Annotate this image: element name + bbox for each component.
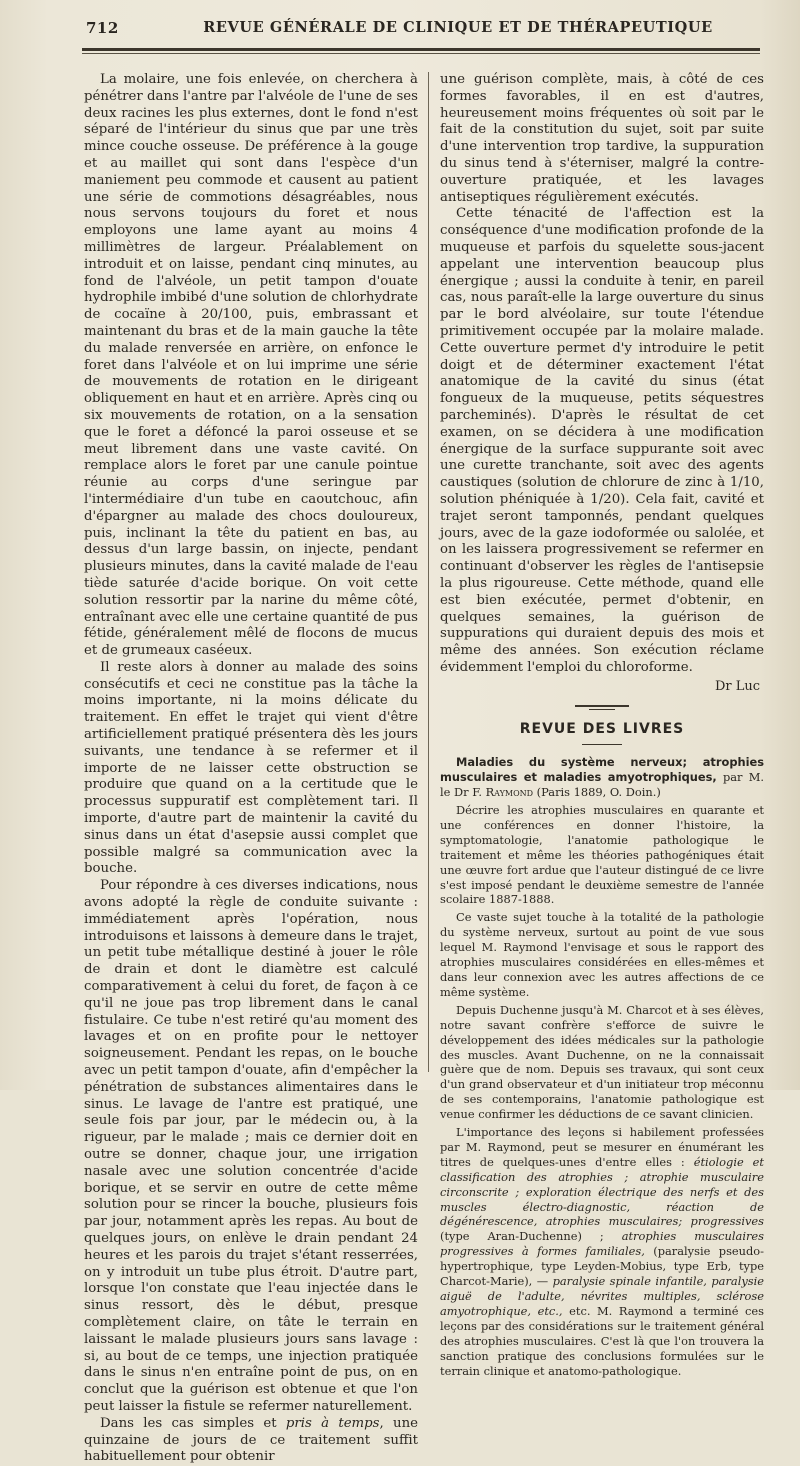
- paragraph: Ce vaste sujet touche à la totalité de la pathologie du système nerveux, surtout au point de vue sous lequel M. Raymond l'envisage et sous le rapport des atrophies musculaires considérées en elles-mêmes et dans leur connexion avec les autres affections de ce même système.: [440, 910, 764, 999]
- review-heading: [440, 755, 764, 800]
- text-run: etc. M. Raymond a terminé ces leçons par des considérations sur le traitement général des atrophies musculaires. C'est là que l'on trouvera la sanction pratique des conclusions formulées sur le terrain clinique et anatomo-pathologique.: [440, 1303, 764, 1378]
- paragraph: Depuis Duchenne jusqu'à M. Charcot et à ses élèves, notre savant confrère s'efforce de suivre le développement des idées médicales sur la pathologie des muscles. Avant Duchenne, on ne la connaissait guère que de nom. Depuis ses travaux, qui sont ceux d'un grand observateur et d'un initiateur trop méconnu de ses contemporains, l'anatomie pathologique est venue confirmer les déductions de ce savant clinicien.: [440, 1002, 764, 1122]
- text-run: par M. le Dr F.: [440, 770, 764, 800]
- italic-text: pris à temps: [285, 1415, 380, 1431]
- decorative-rule: [575, 705, 629, 707]
- right-column: [440, 72, 764, 1381]
- header-rule: [82, 48, 760, 51]
- italic-text: atrophies musculaires progressives à formes familiales,: [440, 1229, 764, 1259]
- section-title: REVUE DES LIVRES: [519, 721, 685, 738]
- paragraph: La molaire, une fois enlevée, on cherchera à pénétrer dans l'antre par l'alvéole de l'une de ses deux racines les plus externes, dont le fond n'est séparé de l'intérieur du sinus que par une très mince couche osseuse. De préférence à la gouge et au maillet qui sont dans l'espèce d'un maniement peu commode et causent au patient une série de commotions désagréables, nous nous servons toujours du foret et nous employons une lame ayant au moins 4 millimètres de largeur. Préalablement on introduit et on laisse, pendant cinq minutes, au fond de l'alvéole, un petit tampon d'ouate hydrophile imbibé d'une solution de chlorhydrate de cocaïne à 20/100, puis, embrassant et maintenant du bras et de la main gauche la tête du malade renversée en arrière, on enfonce le foret dans l'alvéole et on lui imprime une série de mouvements de rotation en le dirigeant obliquement en haut et en arrière. Après cinq ou six mouvements de rotation, on a la sensation que le foret a défoncé la paroi osseuse et se meut librement dans une vaste cavité. On remplace alors le foret par une canule pointue réunie au corps d'une seringue par l'intermédiaire d'un tube en caoutchouc, afin d'épargner au malade des chocs douloureux, puis, inclinant la tête du patient en bas, au dessus d'un large bassin, on injecte, pendant plusieurs minutes, dans la cavité malade de l'eau tiède saturée d'acide borique. On voit cette solution ressortir par la narine du même côté, entraînant avec elle une certaine quantité de pus fétide, généralement mêlé de flocons de mucus et de grumeaux caséeux.: [84, 72, 418, 659]
- text-run: (paralysie pseudo-hypertrophique, type Leyden-Mobius, type Erb, type Charcot-Marie), —: [440, 1244, 764, 1289]
- paragraph: Cette ténacité de l'affection est la conséquence d'une modification profonde de la muqueuse et parfois du squelette sous-jacent appelant une intervention beaucoup plus énergique ; aussi la conduite à tenir, en pareil cas, nous paraît-elle la large ouverture du sinus par le bord alvéolaire, sur toute l'étendue primitivement occupée par la molaire malade. Cette ouverture permet d'y introduire le petit doigt et de déterminer exactement l'état anatomique de la cavité du sinus (état fongueux de la muqueuse, petits séquestres parcheminés). D'après le résultat de cet examen, on se décidera à une modification énergique de la surface suppurante soit avec une curette tranchante, soit avec des agents caustiques (solution de chlorure de zinc à 1/10, solution phéniquée à 1/20). Cela fait, cavité et trajet seront tamponnés, pendant quelques jours, avec de la gaze iodoformée ou salolée, et on les laissera progressivement se refermer en continuant d'observer les règles de l'antisepsie la plus rigoureuse. Cette méthode, quand elle est bien exécutée, permet d'obtenir, en quelques semaines, la guérison de suppurations qui duraient depuis des mois et même des années. Son exécution réclame évidemment l'emploi du chloroforme.: [440, 206, 764, 675]
- book-publisher: (Paris 1889, O. Doin.): [533, 785, 661, 800]
- text-run: (type Aran-Duchenne) ;: [440, 1229, 622, 1244]
- column-divider: [428, 72, 429, 1072]
- paragraph: Pour répondre à ces diverses indications, nous avons adopté la règle de conduite suivante : immédiatement après l'opération, nous introduisons et laissons à demeure dans le trajet, un petit tube métallique destiné à jouer le rôle de drain et dont le diamètre est calculé comparativement à celui du foret, de façon à ce qu'il ne joue pas trop librement dans le canal fistulaire. Ce tube n'est retiré qu'au moment des lavages et on en profite pour le nettoyer soigneusement. Pendant les repas, on le bouche avec un petit tampon d'ouate, afin d'empêcher la pénétration de substances alimentaires dans le sinus. Le lavage de l'antre est pratiqué, une seule fois par jour, par le médecin ou, à la rigueur, par le malade ; mais ce dernier doit en outre se donner, chaque jour, une irrigation nasale avec une solution concentrée d'acide borique, et se servir en outre de cette même solution pour se rincer la bouche, plusieurs fois par jour, notamment après les repas. Au bout de quelques jours, on enlève le drain pendant 24 heures et les parois du trajet s'étant resserrées, on y introduit un tube plus étroit. D'autre part, lorsque l'on constate que l'eau injectée dans le sinus ressort, dès le début, presque complètement claire, on tâte le terrain en laissant le malade plusieurs jours sans lavage : si, au bout de ce temps, une injection pratiquée dans le sinus n'en entraîne point de pus, on en conclut que la guérison est obtenue et que l'on peut laisser la fistule se refermer naturellement.: [84, 878, 418, 1414]
- page-number: 712: [86, 19, 119, 37]
- italic-text: paralysie spinale infantile, paralysie aiguë de l'adulte, névrites multiples, sclérose amyotrophique, etc.,: [440, 1274, 764, 1318]
- text-run: , une quinzaine de jours de ce traitement suffit habituellement pour obtenir: [84, 1415, 419, 1465]
- book-title: Maladies du système nerveux; atrophies musculaires et maladies amyotrophiques,: [440, 755, 764, 785]
- running-title: REVUE GÉNÉRALE DE CLINIQUE ET DE THÉRAPEUTIQUE: [203, 19, 713, 36]
- book-author: Raymond: [485, 785, 534, 800]
- left-column: [84, 72, 418, 1466]
- paragraph: [84, 1416, 418, 1466]
- author-signature: Dr Luc: [714, 678, 760, 694]
- paragraph: Décrire les atrophies musculaires en quarante et une conférences en donner l'histoire, la symptomatologie, l'anatomie pathologique le traitement et même les théories pathogéniques était une œuvre fort ardue que l'auteur distingué de ce livre s'est imposé pendant le deuxième semestre de l'année scolaire 1887-1888.: [440, 803, 764, 907]
- text-run: L'importance des leçons si habilement professées par M. Raymond, peut se mesurer en énumérant les titres de quelques-unes d'entre elles :: [440, 1125, 764, 1169]
- italic-text: étiologie et classification des atrophies ; atrophie musculaire circonscrite ; exploration électrique des nerfs et des muscles électro-diagnostic, réaction de dégénérescence, atrophies musculaires; progressives: [440, 1154, 764, 1229]
- page-header: [86, 16, 760, 42]
- paragraph: [440, 1125, 764, 1378]
- section-rule: [582, 744, 622, 745]
- paragraph: une guérison complète, mais, à côté de ces formes favorables, il en est d'autres, heureusement moins fréquentes où soit par le fait de la constitution du sujet, soit par suite d'une intervention trop tardive, la suppuration du sinus tend à s'éterniser, malgré la contre-ouverture pratiquée, et les lavages antiseptiques régulièrement exécutés.: [440, 72, 764, 205]
- paragraph: Il reste alors à donner au malade des soins consécutifs et ceci ne constitue pas la tâche la moins importante, ni la moins délicate du traitement. En effet le trajet qui vient d'être artificiellement pratiqué présentera dès les jours suivants, une tendance à se refermer et il importe de ne laisser cette obstruction se produire que quand on a la certitude que le processus suppuratif est complètement tari. Il importe, d'autre part de maintenir la cavité du sinus dans un état d'asepsie aussi complet que possible malgré sa communication avec la bouche.: [84, 659, 418, 877]
- book-review: [440, 755, 764, 1378]
- header-rule-thin: [82, 53, 760, 54]
- text-run: Dans les cas simples et: [100, 1415, 286, 1431]
